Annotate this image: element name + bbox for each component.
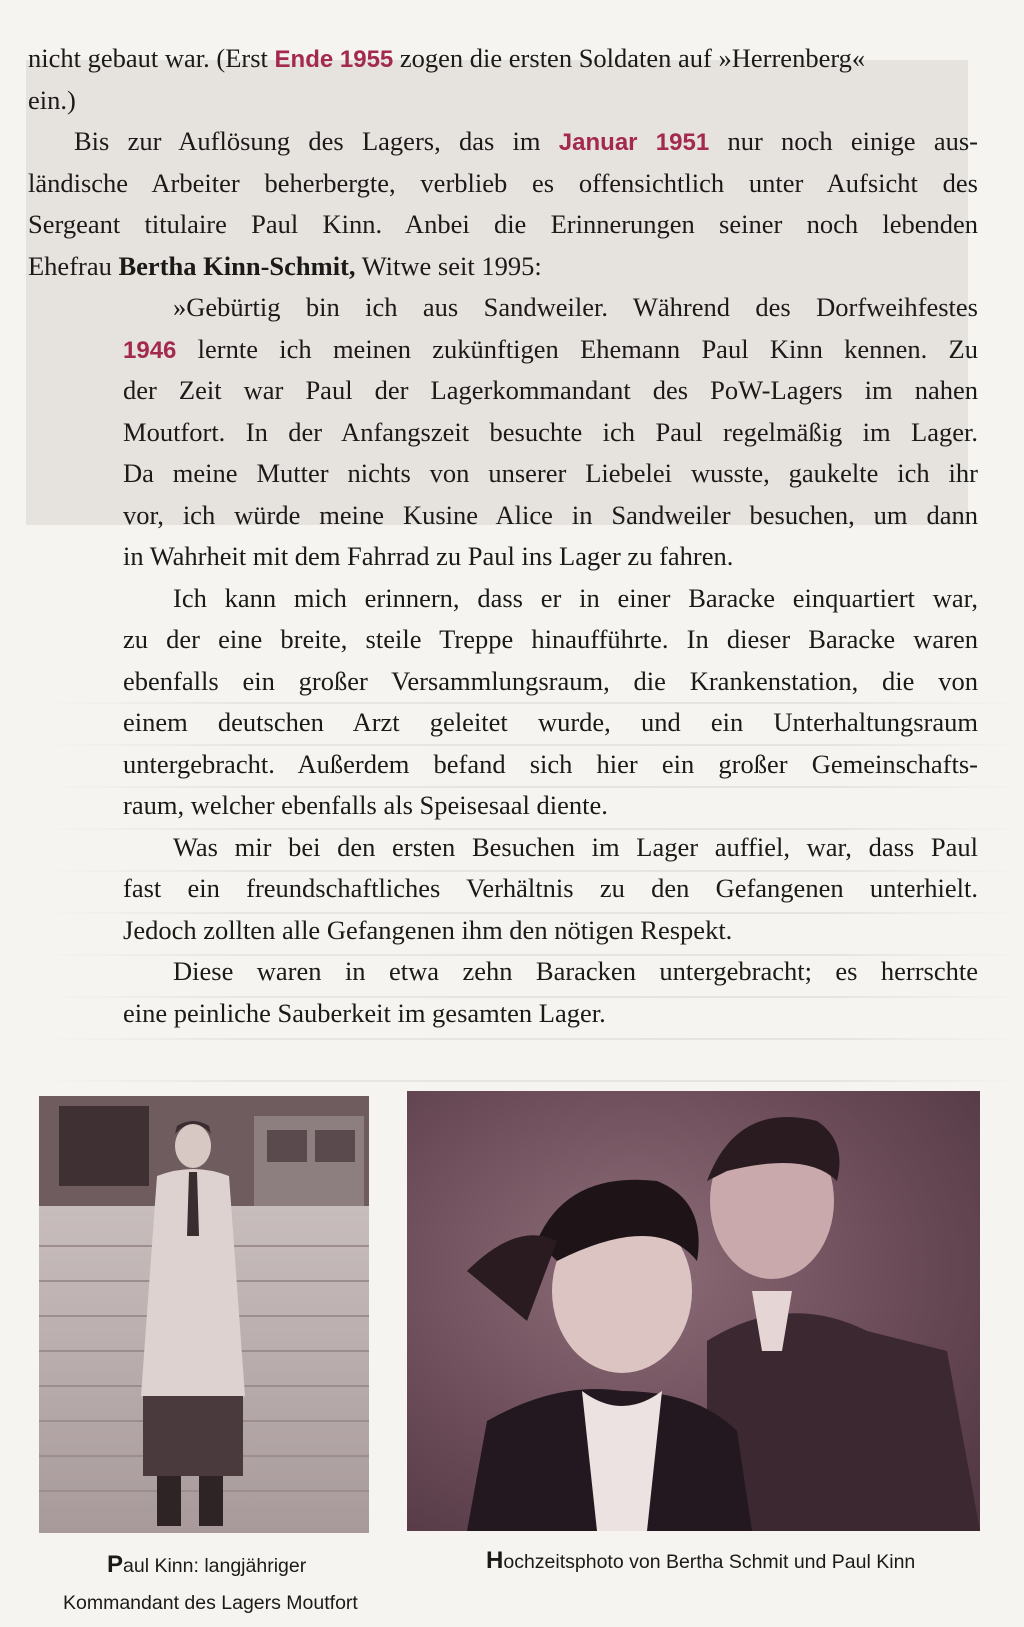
caption-right bbox=[486, 1544, 915, 1579]
text-segment: raum, welcher ebenfalls als Speisesaal diente. bbox=[123, 790, 608, 820]
quote-line bbox=[28, 619, 978, 661]
caption-left-line2: Kommandant des Lagers Moutfort bbox=[63, 1592, 358, 1614]
text-segment: eine peinliche Sauberkeit im gesamten Lager. bbox=[123, 997, 606, 1028]
quote-line bbox=[28, 702, 978, 744]
photo-paul-kinn-illustration bbox=[39, 1096, 369, 1533]
quote-line bbox=[28, 827, 978, 869]
highlighted-date: 1946 bbox=[123, 336, 177, 364]
quote-line bbox=[28, 910, 978, 952]
text-segment: Jedoch zollten alle Gefangenen ihm den nötigen Respekt. bbox=[123, 914, 733, 945]
text-line bbox=[28, 121, 978, 163]
bleed-through-line bbox=[40, 1080, 1024, 1082]
quote-line bbox=[28, 993, 978, 1035]
highlighted-date: Ende 1955 bbox=[274, 46, 394, 73]
quote-line bbox=[28, 951, 978, 993]
text-segment: zu der eine breite, steile Treppe hinaufführte. In dieser Baracke waren bbox=[123, 624, 978, 654]
quote-line bbox=[28, 785, 978, 827]
text-segment: Witwe seit 1995: bbox=[355, 250, 542, 281]
quote-line bbox=[28, 495, 978, 537]
photo-paul-kinn bbox=[39, 1096, 369, 1533]
text-segment: Moutfort. In der Anfangszeit besuchte ich Paul regelmäßig im Lager. bbox=[123, 416, 978, 447]
quote-line bbox=[28, 578, 978, 620]
text-line bbox=[28, 204, 978, 246]
caption-left-line1-text: aul Kinn: langjähriger bbox=[123, 1555, 307, 1577]
quote-line bbox=[28, 536, 978, 578]
text-segment: ländische Arbeiter beherbergte, verblieb es offensichtlich unter Aufsicht des bbox=[28, 167, 978, 198]
text-segment: ein.) bbox=[28, 84, 76, 115]
bleed-through-line bbox=[40, 1038, 1024, 1040]
text-line bbox=[28, 38, 978, 80]
highlighted-date: Januar 1951 bbox=[558, 129, 710, 156]
text-segment: Sergeant titulaire Paul Kinn. Anbei die Erinnerungen seiner noch lebenden bbox=[28, 209, 978, 239]
text-line bbox=[28, 246, 978, 288]
quote-line bbox=[28, 661, 978, 703]
text-segment: lernte ich meinen zukünftigen Ehemann Paul Kinn kennen. Zu bbox=[176, 333, 978, 364]
body-text bbox=[28, 38, 978, 1034]
quote-line bbox=[28, 370, 978, 412]
photo-wedding-illustration bbox=[407, 1091, 980, 1531]
text-line bbox=[28, 80, 978, 122]
text-segment: zogen die ersten Soldaten auf »Herrenberg« bbox=[393, 43, 866, 73]
text-segment: untergebracht. Außerdem befand sich hier ein großer Gemeinschafts- bbox=[123, 748, 978, 779]
text-line bbox=[28, 163, 978, 205]
quote-line bbox=[28, 329, 978, 371]
quote-line bbox=[28, 744, 978, 786]
quote-line bbox=[28, 412, 978, 454]
text-segment: Ich kann mich erinnern, dass er in einer Baracke einquartiert war, bbox=[173, 582, 978, 613]
text-segment: vor, ich würde meine Kusine Alice in Sandweiler besuchen, um dann bbox=[123, 499, 978, 530]
text-segment: Diese waren in etwa zehn Baracken untergebracht; es herrschte bbox=[173, 956, 978, 986]
text-segment: Ehefrau bbox=[28, 250, 119, 281]
text-segment: ebenfalls ein großer Versammlungsraum, die Krankenstation, die von bbox=[123, 665, 978, 696]
photo-wedding-portrait bbox=[407, 1091, 980, 1531]
text-segment: Da meine Mutter nichts von unserer Liebelei wusste, gaukelte ich ihr bbox=[123, 458, 978, 488]
quote-line bbox=[28, 287, 978, 329]
quote-line bbox=[28, 453, 978, 495]
text-segment: nur noch einige aus- bbox=[709, 126, 978, 156]
text-segment: einem deutschen Arzt geleitet wurde, und ein Unterhaltungsraum bbox=[123, 707, 978, 737]
text-segment: Was mir bei den ersten Besuchen im Lager auffiel, war, dass Paul bbox=[173, 831, 978, 862]
caption-left-initial: P bbox=[107, 1551, 124, 1578]
text-segment: nicht gebaut war. (Erst bbox=[28, 43, 275, 73]
caption-right-text: ochzeitsphoto von Bertha Schmit und Paul Kinn bbox=[503, 1551, 916, 1573]
caption-left-line1 bbox=[107, 1548, 306, 1583]
text-segment: Bis zur Auflösung des Lagers, das im bbox=[74, 126, 559, 156]
text-segment: fast ein freundschaftliches Verhältnis zu den Gefangenen unterhielt. bbox=[123, 873, 978, 903]
text-segment: »Gebürtig bin ich aus Sandweiler. Während des Dorfweihfestes bbox=[173, 292, 978, 322]
quote-line bbox=[28, 868, 978, 910]
text-segment: der Zeit war Paul der Lagerkommandant des PoW-Lagers im nahen bbox=[123, 375, 978, 405]
caption-right-initial: H bbox=[486, 1547, 504, 1574]
bold-name: Bertha Kinn-Schmit, bbox=[118, 250, 356, 281]
text-segment: in Wahrheit mit dem Fahrrad zu Paul ins Lager zu fahren. bbox=[123, 541, 734, 571]
